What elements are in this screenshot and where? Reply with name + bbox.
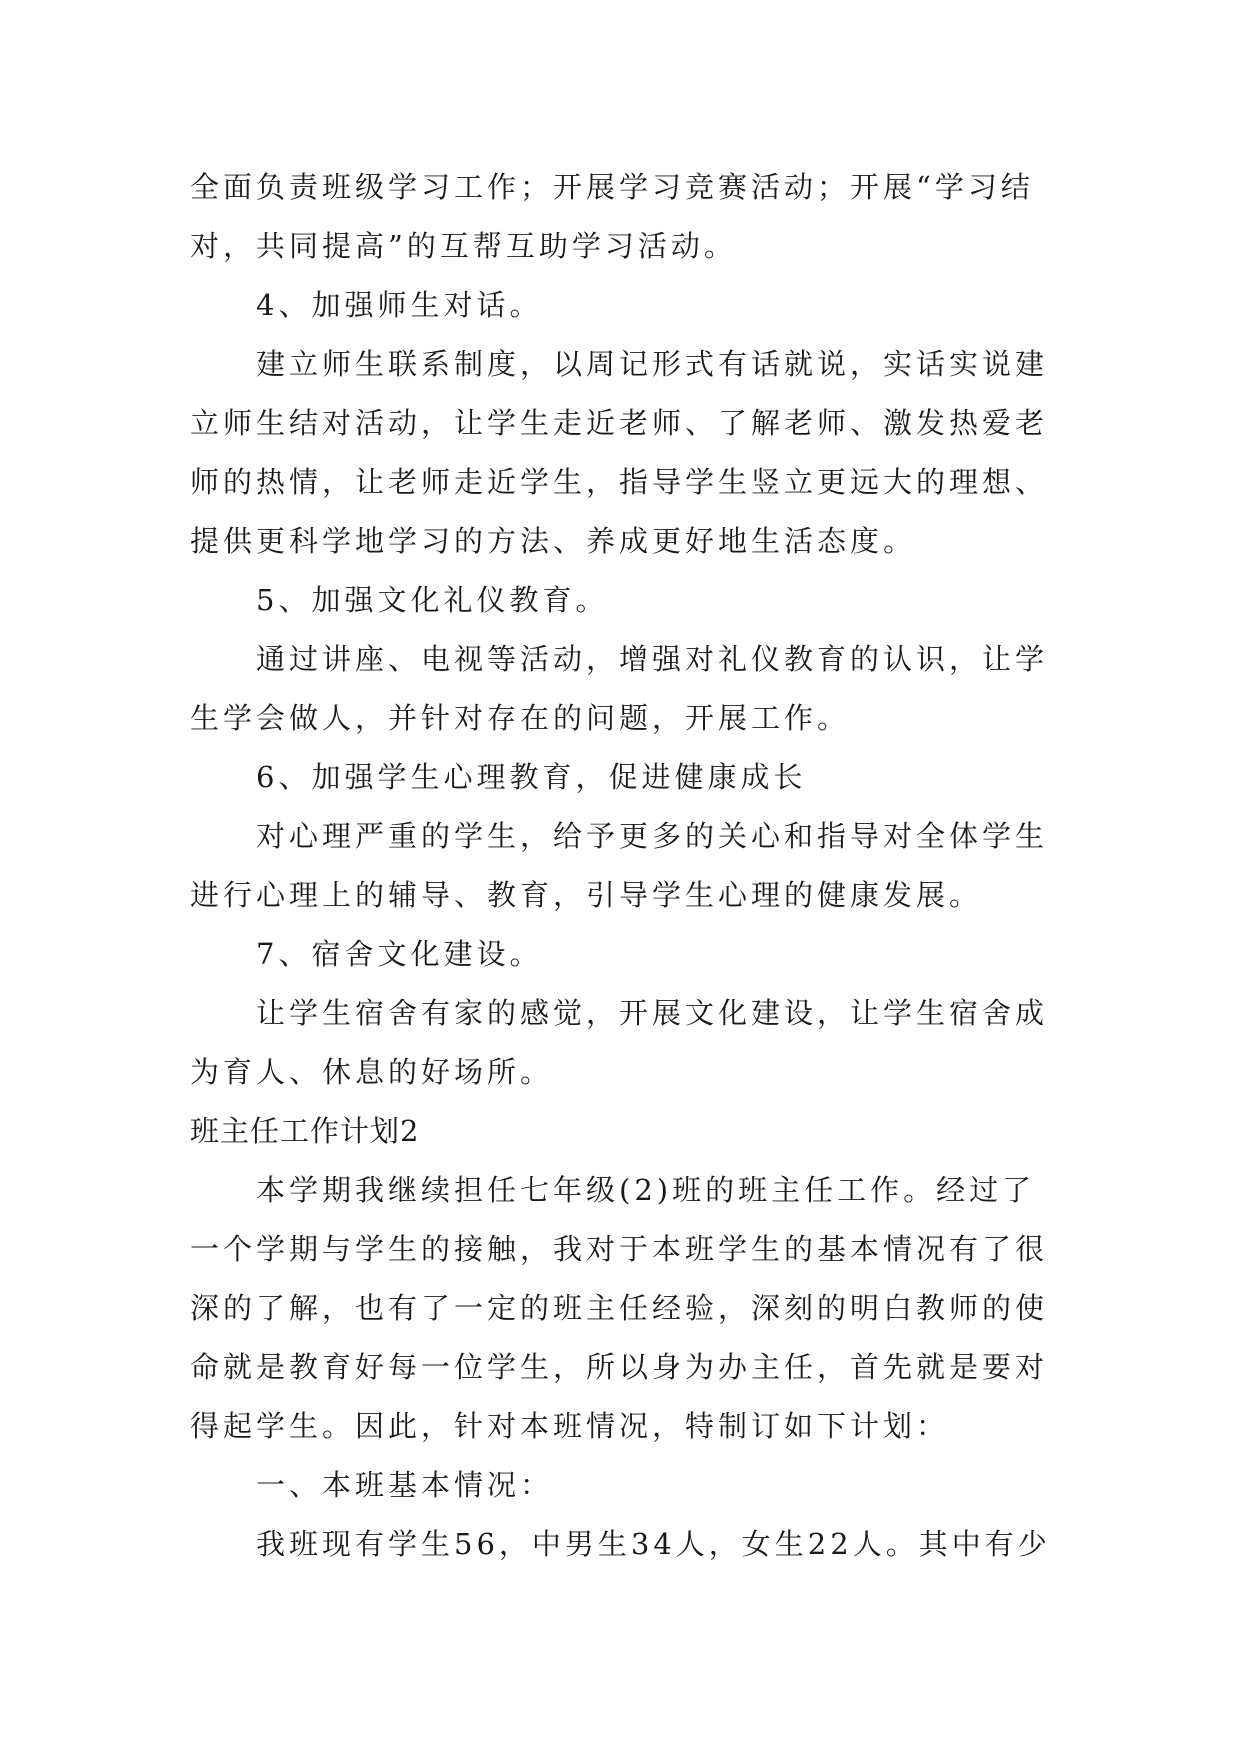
text-line: 生学会做人，并针对存在的问题，开展工作。 bbox=[190, 701, 851, 735]
text-line: 得起学生。因此，针对本班情况，特制订如下计划： bbox=[190, 1409, 950, 1443]
text-line: 立师生结对活动，让学生走近老师、了解老师、激发热爱老 bbox=[190, 406, 1049, 440]
document-title: 班主任工作计划2 bbox=[190, 1114, 420, 1148]
text-line: 我班现有学生56，中男生34人，女生22人。其中有少 bbox=[256, 1527, 1051, 1561]
text-line: 让学生宿舍有家的感觉，开展文化建设，让学生宿舍成 bbox=[256, 996, 1049, 1030]
text-line: 深的了解，也有了一定的班主任经验，深刻的明白教师的使 bbox=[190, 1291, 1049, 1325]
document-body bbox=[190, 158, 1060, 1574]
text-line: 师的热情，让老师走近学生，指导学生竖立更远大的理想、 bbox=[190, 465, 1049, 499]
text-line: 建立师生联系制度，以周记形式有话就说，实话实说建 bbox=[256, 347, 1049, 381]
section-heading: 一、本班基本情况： bbox=[256, 1468, 554, 1502]
section-heading: 4、加强师生对话。 bbox=[256, 288, 543, 322]
text-line: 一个学期与学生的接触，我对于本班学生的基本情况有了很 bbox=[190, 1232, 1049, 1266]
section-heading: 6、加强学生心理教育，促进健康成长 bbox=[256, 760, 807, 794]
text-line: 为育人、休息的好场所。 bbox=[190, 1055, 554, 1089]
text-line: 命就是教育好每一位学生，所以身为办主任，首先就是要对 bbox=[190, 1350, 1049, 1384]
section-heading: 7、宿舍文化建设。 bbox=[256, 937, 543, 971]
section-heading: 5、加强文化礼仪教育。 bbox=[256, 583, 609, 617]
text-line: 对心理严重的学生，给予更多的关心和指导对全体学生 bbox=[256, 819, 1049, 853]
text-line: 提供更科学地学习的方法、养成更好地生活态度。 bbox=[190, 524, 917, 558]
text-line: 通过讲座、电视等活动，增强对礼仪教育的认识，让学 bbox=[256, 642, 1049, 676]
text-line: 本学期我继续担任七年级(2)班的班主任工作。经过了 bbox=[256, 1173, 1036, 1207]
text-line: 进行心理上的辅导、教育，引导学生心理的健康发展。 bbox=[190, 878, 983, 912]
text-line: 对，共同提高”的互帮互助学习活动。 bbox=[190, 229, 737, 263]
text-line: 全面负责班级学习工作；开展学习竞赛活动；开展“学习结 bbox=[190, 170, 1034, 204]
